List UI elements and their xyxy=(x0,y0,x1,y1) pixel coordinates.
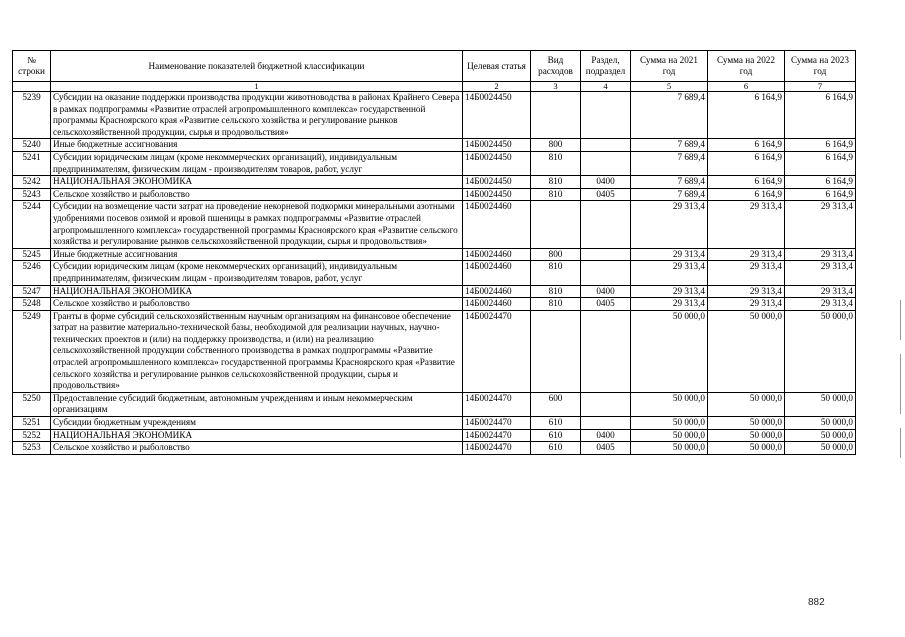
row-expense-type: 810 xyxy=(531,285,581,298)
row-sum-2021: 29 313,4 xyxy=(631,201,708,248)
row-number: 5244 xyxy=(13,201,51,248)
row-sum-2023: 50 000,0 xyxy=(785,310,856,392)
table-row xyxy=(13,201,856,248)
column-number: 6 xyxy=(708,82,785,92)
column-number: 1 xyxy=(51,82,463,92)
row-sum-2021: 29 313,4 xyxy=(631,298,708,311)
row-number: 5243 xyxy=(13,188,51,201)
row-sum-2021: 7 689,4 xyxy=(631,151,708,175)
column-number-empty xyxy=(13,82,51,92)
row-section: 0400 xyxy=(581,176,631,189)
row-sum-2022: 6 164,9 xyxy=(708,151,785,175)
row-name: НАЦИОНАЛЬНАЯ ЭКОНОМИКА xyxy=(51,429,463,442)
row-sum-2022: 50 000,0 xyxy=(708,442,785,455)
row-section xyxy=(581,417,631,430)
row-number: 5239 xyxy=(13,92,51,139)
row-section: 0405 xyxy=(581,188,631,201)
row-sum-2023: 50 000,0 xyxy=(785,429,856,442)
row-target-article: 14Б0024470 xyxy=(463,429,531,442)
column-number-row xyxy=(13,82,856,92)
row-name: Субсидии на оказание поддержки производства продукции животноводства в районах Крайнего Севера в рамках подпрограммы «Развитие отраслей агропромышленного комплекса» государственной программы Красноярского края «Развитие сельского хозяйства и регулирование рынков сельскохозяйственной продукции, сырья и продовольствия» xyxy=(51,92,463,139)
row-sum-2021: 7 689,4 xyxy=(631,92,708,139)
row-target-article: 14Б0024450 xyxy=(463,176,531,189)
row-section xyxy=(581,92,631,139)
row-name: Предоставление субсидий бюджетным, автономным учреждениям и иным некоммерческим организациям xyxy=(51,392,463,416)
row-target-article: 14Б0024460 xyxy=(463,261,531,285)
row-name: НАЦИОНАЛЬНАЯ ЭКОНОМИКА xyxy=(51,176,463,189)
row-sum-2022: 6 164,9 xyxy=(708,176,785,189)
row-sum-2021: 29 313,4 xyxy=(631,248,708,261)
table-row xyxy=(13,442,856,455)
table-row xyxy=(13,188,856,201)
row-number: 5247 xyxy=(13,285,51,298)
row-sum-2022: 50 000,0 xyxy=(708,310,785,392)
row-sum-2022: 29 313,4 xyxy=(708,298,785,311)
row-sum-2022: 50 000,0 xyxy=(708,392,785,416)
row-sum-2022: 29 313,4 xyxy=(708,285,785,298)
row-sum-2021: 50 000,0 xyxy=(631,392,708,416)
column-number: 4 xyxy=(581,82,631,92)
row-sum-2023: 6 164,9 xyxy=(785,92,856,139)
table-row xyxy=(13,417,856,430)
row-expense-type: 800 xyxy=(531,139,581,152)
scan-mark xyxy=(900,428,901,458)
row-section xyxy=(581,151,631,175)
row-sum-2023: 6 164,9 xyxy=(785,139,856,152)
row-name: Сельское хозяйство и рыболовство xyxy=(51,298,463,311)
row-number: 5248 xyxy=(13,298,51,311)
row-number: 5252 xyxy=(13,429,51,442)
row-target-article: 14Б0024460 xyxy=(463,201,531,248)
row-sum-2021: 50 000,0 xyxy=(631,429,708,442)
row-number: 5250 xyxy=(13,392,51,416)
table-row xyxy=(13,261,856,285)
header-sum-2023: Сумма на 2023 год xyxy=(785,51,856,82)
table-row xyxy=(13,429,856,442)
row-number: 5240 xyxy=(13,139,51,152)
row-name: Гранты в форме субсидий сельскохозяйственным научным организациям на финансовое обеспечение затрат на развитие материально-технической базы, необходимой для реализации научных, научно-технических проектов и (или) на поддержку производства, и (или) на реализацию сельскохозяйственной продукции собственного производства в рамках подпрограммы «Развитие отраслей агропромышленного комплекса» государственной программы Красноярского края «Развитие сельского хозяйства и регулирование рынков сельскохозяйственной продукции, сырья и продовольствия» xyxy=(51,310,463,392)
row-number: 5249 xyxy=(13,310,51,392)
row-expense-type: 800 xyxy=(531,248,581,261)
table-row xyxy=(13,392,856,416)
row-expense-type: 610 xyxy=(531,417,581,430)
row-number: 5241 xyxy=(13,151,51,175)
table-body xyxy=(13,92,856,455)
column-number: 7 xyxy=(785,82,856,92)
row-expense-type xyxy=(531,310,581,392)
row-expense-type: 610 xyxy=(531,429,581,442)
row-target-article: 14Б0024460 xyxy=(463,298,531,311)
row-sum-2021: 29 313,4 xyxy=(631,285,708,298)
row-name: Субсидии на возмещение части затрат на проведение некорневой подкормки минеральными азотными удобрениями посевов озимой и яровой пшеницы в рамках подпрограммы «Развитие отраслей агропромышленного комплекса» государственной программы Красноярского края «Развитие сельского хозяйства и регулирование рынков сельскохозяйственной продукции, сырья и продовольствия» xyxy=(51,201,463,248)
row-name: Субсидии бюджетным учреждениям xyxy=(51,417,463,430)
row-target-article: 14Б0024460 xyxy=(463,285,531,298)
row-expense-type: 810 xyxy=(531,176,581,189)
header-row xyxy=(13,51,856,82)
row-target-article: 14Б0024450 xyxy=(463,188,531,201)
row-name: Сельское хозяйство и рыболовство xyxy=(51,188,463,201)
table-row xyxy=(13,298,856,311)
row-sum-2023: 6 164,9 xyxy=(785,176,856,189)
row-sum-2023: 29 313,4 xyxy=(785,298,856,311)
header-name: Наименование показателей бюджетной классификации xyxy=(51,51,463,82)
row-expense-type xyxy=(531,201,581,248)
row-expense-type: 610 xyxy=(531,442,581,455)
row-sum-2023: 29 313,4 xyxy=(785,201,856,248)
row-sum-2022: 6 164,9 xyxy=(708,139,785,152)
budget-table xyxy=(12,50,856,455)
table-row xyxy=(13,248,856,261)
row-target-article: 14Б0024470 xyxy=(463,310,531,392)
row-expense-type: 810 xyxy=(531,188,581,201)
row-number: 5253 xyxy=(13,442,51,455)
header-vr: Вид расходов xyxy=(531,51,581,82)
row-sum-2021: 50 000,0 xyxy=(631,442,708,455)
row-sum-2023: 50 000,0 xyxy=(785,392,856,416)
row-name: Субсидии юридическим лицам (кроме некоммерческих организаций), индивидуальным предпринимателям, физическим лицам - производителям товаров, работ, услуг xyxy=(51,151,463,175)
scan-edge-marks xyxy=(900,300,902,600)
row-sum-2023: 6 164,9 xyxy=(785,151,856,175)
header-row-no: № строки xyxy=(13,51,51,82)
row-name: НАЦИОНАЛЬНАЯ ЭКОНОМИКА xyxy=(51,285,463,298)
table-row xyxy=(13,92,856,139)
row-name: Сельское хозяйство и рыболовство xyxy=(51,442,463,455)
row-section xyxy=(581,248,631,261)
table-row xyxy=(13,139,856,152)
row-section: 0405 xyxy=(581,298,631,311)
row-sum-2021: 29 313,4 xyxy=(631,261,708,285)
row-expense-type: 810 xyxy=(531,298,581,311)
column-number: 2 xyxy=(463,82,531,92)
row-number: 5246 xyxy=(13,261,51,285)
row-name: Иные бюджетные ассигнования xyxy=(51,139,463,152)
scan-mark xyxy=(900,300,901,340)
row-target-article: 14Б0024470 xyxy=(463,417,531,430)
row-number: 5242 xyxy=(13,176,51,189)
header-rp: Раздел, подраздел xyxy=(581,51,631,82)
row-sum-2021: 50 000,0 xyxy=(631,417,708,430)
row-section: 0400 xyxy=(581,429,631,442)
row-sum-2023: 29 313,4 xyxy=(785,248,856,261)
row-expense-type: 810 xyxy=(531,151,581,175)
row-section xyxy=(581,392,631,416)
row-sum-2023: 6 164,9 xyxy=(785,188,856,201)
table-row xyxy=(13,176,856,189)
row-number: 5251 xyxy=(13,417,51,430)
row-sum-2023: 50 000,0 xyxy=(785,442,856,455)
row-sum-2023: 29 313,4 xyxy=(785,285,856,298)
scan-mark xyxy=(900,354,901,414)
row-name: Иные бюджетные ассигнования xyxy=(51,248,463,261)
row-sum-2021: 7 689,4 xyxy=(631,188,708,201)
table-row xyxy=(13,285,856,298)
row-number: 5245 xyxy=(13,248,51,261)
table-row xyxy=(13,151,856,175)
row-expense-type: 810 xyxy=(531,261,581,285)
column-number: 5 xyxy=(631,82,708,92)
row-expense-type xyxy=(531,92,581,139)
row-section xyxy=(581,139,631,152)
row-section xyxy=(581,201,631,248)
row-sum-2023: 50 000,0 xyxy=(785,417,856,430)
row-sum-2022: 29 313,4 xyxy=(708,261,785,285)
row-section: 0400 xyxy=(581,285,631,298)
table-row xyxy=(13,310,856,392)
row-section xyxy=(581,310,631,392)
row-target-article: 14Б0024450 xyxy=(463,139,531,152)
row-sum-2023: 29 313,4 xyxy=(785,261,856,285)
row-expense-type: 600 xyxy=(531,392,581,416)
header-target: Целевая статья xyxy=(463,51,531,82)
row-sum-2021: 7 689,4 xyxy=(631,176,708,189)
page-number: 882 xyxy=(808,597,825,608)
row-target-article: 14Б0024460 xyxy=(463,248,531,261)
row-target-article: 14Б0024450 xyxy=(463,92,531,139)
row-sum-2022: 50 000,0 xyxy=(708,429,785,442)
row-sum-2021: 7 689,4 xyxy=(631,139,708,152)
row-target-article: 14Б0024450 xyxy=(463,151,531,175)
row-sum-2022: 29 313,4 xyxy=(708,248,785,261)
row-sum-2022: 6 164,9 xyxy=(708,92,785,139)
row-section xyxy=(581,261,631,285)
header-sum-2022: Сумма на 2022 год xyxy=(708,51,785,82)
row-target-article: 14Б0024470 xyxy=(463,442,531,455)
row-sum-2022: 29 313,4 xyxy=(708,201,785,248)
header-sum-2021: Сумма на 2021 год xyxy=(631,51,708,82)
row-sum-2022: 6 164,9 xyxy=(708,188,785,201)
row-name: Субсидии юридическим лицам (кроме некоммерческих организаций), индивидуальным предпринимателям, физическим лицам - производителям товаров, работ, услуг xyxy=(51,261,463,285)
row-sum-2021: 50 000,0 xyxy=(631,310,708,392)
row-sum-2022: 50 000,0 xyxy=(708,417,785,430)
row-section: 0405 xyxy=(581,442,631,455)
row-target-article: 14Б0024470 xyxy=(463,392,531,416)
column-number: 3 xyxy=(531,82,581,92)
